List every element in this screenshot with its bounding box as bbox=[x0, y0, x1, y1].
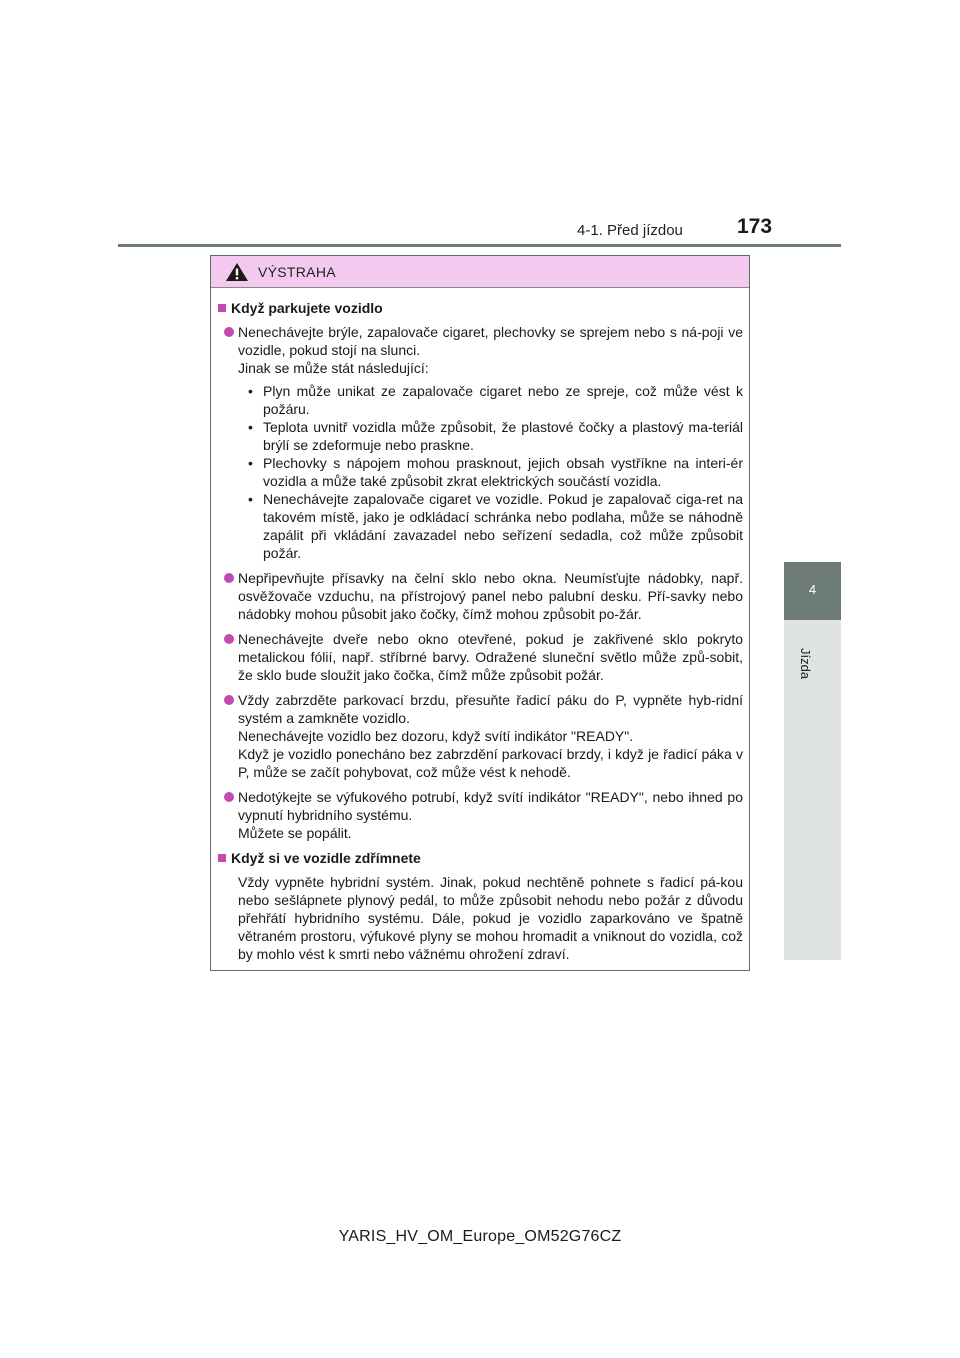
bullet-paragraph: Můžete se popálit. bbox=[238, 825, 352, 841]
warning-body bbox=[211, 288, 749, 963]
bullet-paragraph: Nepřipevňujte přísavky na čelní sklo nebo okna. Neumísťujte nádobky, např. osvěžovače vzduchu, na přístrojový panel nebo palubní desku. Pří-savky nebo nádobky mohou působit jako čočky, čímž mohou způsobit po-žár. bbox=[238, 570, 743, 622]
bullet-dot-icon bbox=[224, 634, 234, 644]
bullet-item bbox=[224, 788, 743, 842]
sub-item-text: Plyn může unikat ze zapalovače cigaret nebo ze spreje, což může vést k požáru. bbox=[263, 383, 743, 417]
section-paragraph: Vždy vypněte hybridní systém. Jinak, pokud nechtěně pohnete s řadicí pá-kou nebo sešlápnete plynový pedál, to může způsobit nehodu nebo požár z důvodu přehřátí hybridního systému. Dále, pokud je vozidlo zaparkováno ve špatně větraném prostoru, výfukové plyny se mohou hromadit a vniknout do vozidla, což by mohlo vést k smrti nebo vážnému ohrožení zdraví. bbox=[238, 874, 743, 962]
bullet-dot-icon bbox=[224, 573, 234, 583]
bullet-dot-icon bbox=[224, 327, 234, 337]
heading-text: Když parkujete vozidlo bbox=[231, 300, 383, 316]
bullet-item bbox=[224, 691, 743, 781]
bullet-item bbox=[224, 630, 743, 684]
warning-box bbox=[210, 255, 750, 971]
header-rule bbox=[118, 244, 841, 247]
sub-item-text: Plechovky s nápojem mohou prasknout, jejich obsah vystříkne na interi-ér vozidla a může také způsobit zkrat elektrických součástí vozidla. bbox=[263, 455, 743, 489]
section-title: 4-1. Před jízdou bbox=[577, 222, 683, 239]
sub-bullet-icon: • bbox=[248, 491, 253, 507]
heading-text: Když si ve vozidle zdřímnete bbox=[231, 850, 421, 866]
sub-list bbox=[238, 382, 743, 562]
sub-bullet-icon: • bbox=[248, 419, 253, 435]
bullet-dot-icon bbox=[224, 695, 234, 705]
sub-item bbox=[248, 382, 743, 418]
warning-triangle-icon bbox=[225, 262, 249, 282]
bullet-paragraph: Nenechávejte dveře nebo okno otevřené, pokud je zakřivené sklo pokryto metalickou fólií, např. stříbrné barvy. Odražené sluneční světlo může způ-sobit, že sklo bude sloužit jako čočka, čímž může způsobit požár. bbox=[238, 631, 743, 683]
bullet-paragraph: Nedotýkejte se výfukového potrubí, když svítí indikátor "READY", nebo ihned po vypnutí hybridního systému. bbox=[238, 789, 743, 823]
heading-square-icon bbox=[218, 854, 226, 862]
bullet-paragraph: Nenechávejte brýle, zapalovače cigaret, plechovky se sprejem nebo s ná-poji ve vozidle, pokud stojí na slunci. bbox=[238, 324, 743, 358]
chapter-tab bbox=[784, 562, 841, 620]
sub-item bbox=[248, 454, 743, 490]
chapter-tab-number: 4 bbox=[808, 582, 817, 597]
bullet-content bbox=[238, 323, 743, 562]
sub-item bbox=[248, 418, 743, 454]
bullet-item bbox=[224, 323, 743, 562]
bullet-paragraph: Vždy zabrzděte parkovací brzdu, přesuňte řadicí páku do P, vypněte hyb-ridní systém a zamkněte vozidlo. bbox=[238, 692, 743, 726]
sub-item-text: Teplota uvnitř vozidla může způsobit, že plastové čočky a plastový ma-teriál brýlí se zdeformuje nebo praskne. bbox=[263, 419, 743, 453]
bullet-content bbox=[238, 630, 743, 684]
warning-title: VÝSTRAHA bbox=[258, 263, 336, 280]
bullet-paragraph: Nenechávejte vozidlo bez dozoru, když svítí indikátor "READY". bbox=[238, 728, 634, 744]
section-heading-parking bbox=[218, 299, 743, 317]
sub-item-text: Nenechávejte zapalovače cigaret ve vozidle. Pokud je zapalovač ciga-ret na takovém místě, jako je odkládací schránka nebo podlaha, může se náhodně zapálit při vkládání zavazadel nebo seřízení sedadla, což může způsobit požár. bbox=[263, 491, 743, 561]
sub-bullet-icon: • bbox=[248, 455, 253, 471]
chapter-tab-label: Jízda bbox=[798, 648, 813, 680]
sub-bullet-icon: • bbox=[248, 383, 253, 399]
bullet-paragraph: Když je vozidlo ponecháno bez zabrzdění parkovací brzdy, i když je řadicí páka v P, může se začít pohybovat, což může vést k nehodě. bbox=[238, 746, 743, 780]
warning-header bbox=[211, 256, 749, 288]
bullet-item bbox=[224, 569, 743, 623]
page-number: 173 bbox=[737, 215, 773, 238]
bullet-paragraph: Jinak se může stát následující: bbox=[238, 360, 429, 376]
section-heading-napping bbox=[218, 849, 743, 867]
bullet-content bbox=[238, 569, 743, 623]
bullet-content bbox=[238, 788, 743, 842]
document-id-footer: YARIS_HV_OM_Europe_OM52G76CZ bbox=[338, 1228, 622, 1245]
bullet-dot-icon bbox=[224, 792, 234, 802]
bullet-content bbox=[238, 691, 743, 781]
sub-item bbox=[248, 490, 743, 562]
heading-square-icon bbox=[218, 304, 226, 312]
